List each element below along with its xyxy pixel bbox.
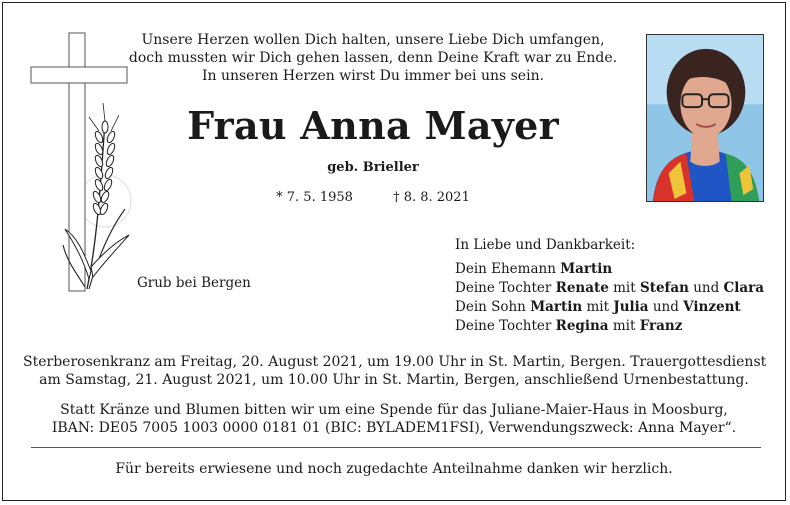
cross-with-wheat-icon [25,31,135,293]
mourners-list [455,236,764,336]
connector: mit [608,280,640,296]
death-date: † 8. 8. 2021 [393,190,470,205]
obituary-notice [2,2,786,501]
connector: mit [608,318,640,334]
donation-line-2: IBAN: DE05 7005 1003 0000 0181 01 (BIC: BYLADEM1FSI), Verwendungszweck: Anna Mayer“. [51,420,737,436]
mourner-name: Martin [530,299,583,315]
thanks-line: Für bereits erwiesene und noch zugedachte Anteilnahme danken wir herzlich. [115,461,673,477]
mourner-line [455,298,764,317]
relation: Dein Sohn [455,299,531,315]
mourner-line [455,317,764,336]
connector: und [648,299,684,315]
relation: Dein Ehemann [455,261,561,277]
relation: Deine Tochter [455,318,556,334]
mourner-name: Stefan [639,280,689,296]
mourner-name: Regina [555,318,609,334]
verse-line-3: In unseren Herzen wirst Du immer bei uns sein. [201,68,545,84]
location: Grub bei Bergen [137,275,251,291]
connector: und [688,280,724,296]
mourner-name: Vinzent [683,299,741,315]
birth-date: * 7. 5. 1958 [276,190,353,205]
verse-line-1: Unsere Herzen wollen Dich halten, unsere Liebe Dich umfangen, [141,32,605,48]
mourner-name: Renate [555,280,609,296]
service-line-1: Sterberosenkranz am Freitag, 20. August 2021, um 19.00 Uhr in St. Martin, Bergen. Trauergottesdienst [23,354,767,370]
donation-line-1: Statt Kränze und Blumen bitten wir um eine Spende für das Juliane-Maier-Haus in Moosburg, [60,402,728,418]
verse-line-2: doch mussten wir Dich gehen lassen, denn Deine Kraft war zu Ende. [128,50,618,66]
service-info [23,353,765,389]
life-dates [253,190,493,205]
mourner-name: Martin [560,261,613,277]
mourners-intro: In Liebe und Dankbarkeit: [455,237,636,253]
relation: Deine Tochter [455,280,556,296]
maiden-name: geb. Brieller [327,160,419,175]
connector: mit [582,299,614,315]
mourner-line [455,260,764,279]
deceased-name: Frau Anna Mayer [187,103,559,148]
mourner-line [455,279,764,298]
mourner-name: Franz [639,318,683,334]
donation-info [23,401,765,437]
mourner-name: Julia [613,299,649,315]
divider [31,447,761,448]
mourner-name: Clara [723,280,765,296]
service-line-2: am Samstag, 21. August 2021, um 10.00 Uhr in St. Martin, Bergen, anschließend Urnenbestattung. [39,372,749,388]
portrait-photo [646,34,764,202]
verse [123,31,623,85]
